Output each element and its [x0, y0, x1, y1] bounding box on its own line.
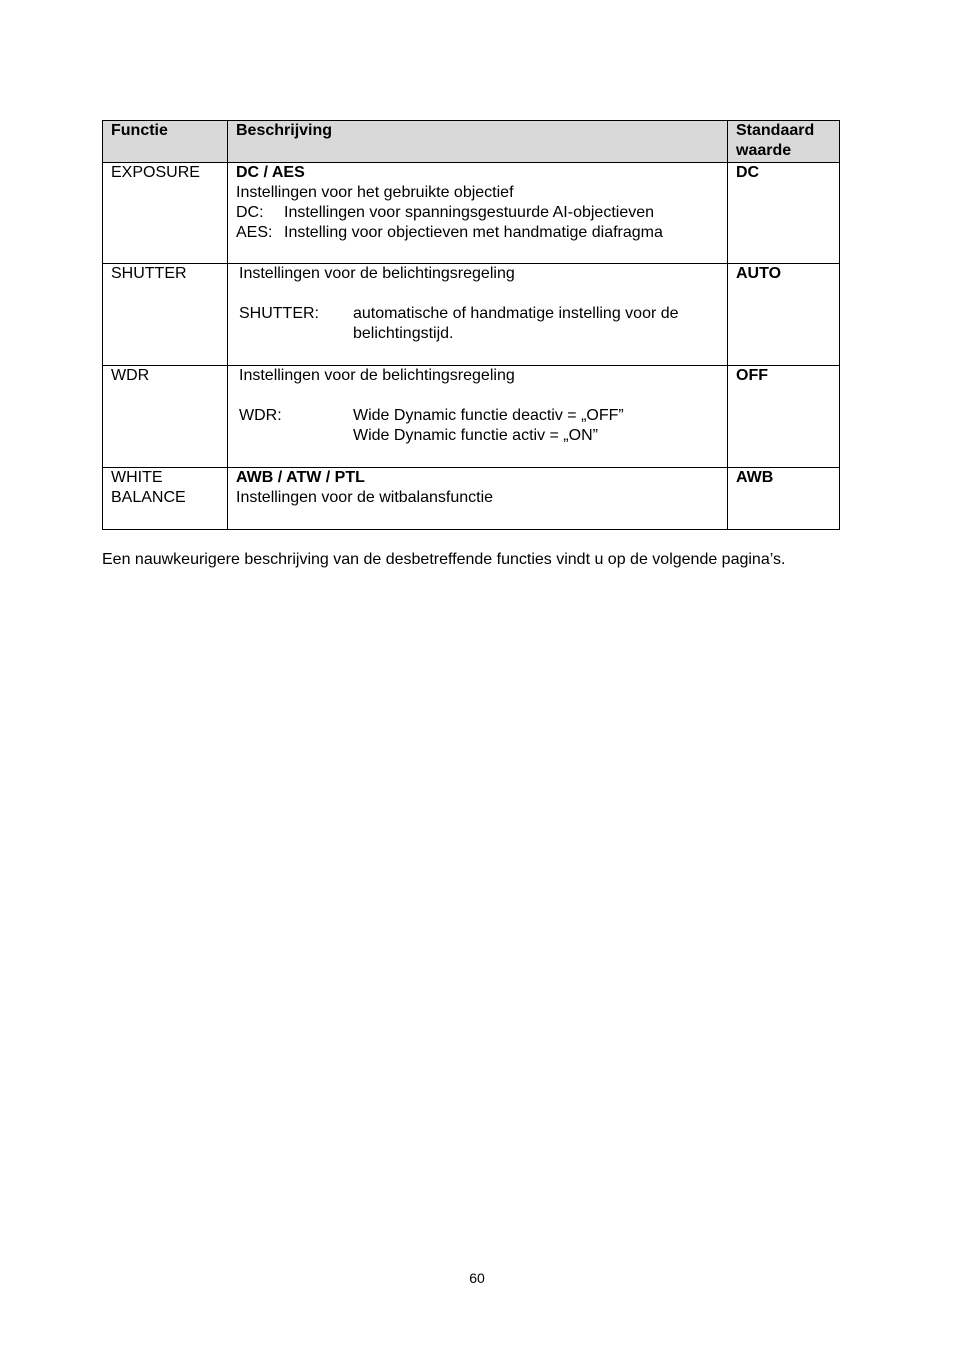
- wb-functie-line1: WHITE: [111, 468, 163, 486]
- footnote-text: Een nauwkeurigere beschrijving van de desbetreffende functies vindt u op de volgende pagina’s.: [102, 551, 786, 568]
- cell-functie: EXPOSURE: [103, 162, 228, 263]
- wdr-value-off: Wide Dynamic functie deactiv = „OFF”: [353, 406, 624, 424]
- cell-beschrijving: [228, 263, 728, 365]
- cell-default: DC: [728, 162, 840, 263]
- cell-beschrijving: [228, 365, 728, 467]
- dc-key: DC:: [236, 204, 264, 222]
- aes-key: AES:: [236, 224, 273, 242]
- wdr-desc: Instellingen voor de belichtingsregeling: [239, 366, 515, 384]
- page-number: 60: [469, 1270, 485, 1286]
- shutter-value: automatische of handmatige instelling voor de belichtingstijd.: [353, 304, 679, 343]
- cell-functie: SHUTTER: [103, 263, 228, 365]
- settings-table: [102, 120, 840, 530]
- table-row-exposure: [103, 162, 840, 263]
- header-functie: Functie: [103, 121, 228, 163]
- cell-default: AWB: [728, 467, 840, 529]
- exposure-desc: Instellingen voor het gebruikte objectief: [236, 183, 514, 201]
- header-standaard-waarde: Standaard waarde: [728, 121, 840, 163]
- exposure-title: DC / AES: [236, 163, 305, 181]
- cell-default: AUTO: [728, 263, 840, 365]
- aes-value: Instelling voor objectieven met handmatige diafragma: [284, 224, 663, 242]
- wb-title: AWB / ATW / PTL: [236, 468, 365, 486]
- table-row-white-balance: [103, 467, 840, 529]
- table-header-row: [103, 121, 840, 163]
- wdr-key: WDR:: [239, 406, 282, 424]
- dc-value: Instellingen voor spanningsgestuurde AI-objectieven: [284, 204, 655, 222]
- table-row-shutter: [103, 263, 840, 365]
- shutter-key: SHUTTER:: [239, 304, 319, 322]
- cell-beschrijving: [228, 467, 728, 529]
- cell-functie: WDR: [103, 365, 228, 467]
- wb-desc: Instellingen voor de witbalansfunctie: [236, 488, 494, 506]
- cell-default: OFF: [728, 365, 840, 467]
- cell-beschrijving: [228, 162, 728, 263]
- shutter-desc: Instellingen voor de belichtingsregeling: [239, 264, 515, 282]
- wb-functie-line2: BALANCE: [111, 488, 186, 506]
- wdr-value-on: Wide Dynamic functie activ = „ON”: [353, 427, 598, 445]
- table-row-wdr: [103, 365, 840, 467]
- cell-functie: [103, 467, 228, 529]
- header-beschrijving: Beschrijving: [228, 121, 728, 163]
